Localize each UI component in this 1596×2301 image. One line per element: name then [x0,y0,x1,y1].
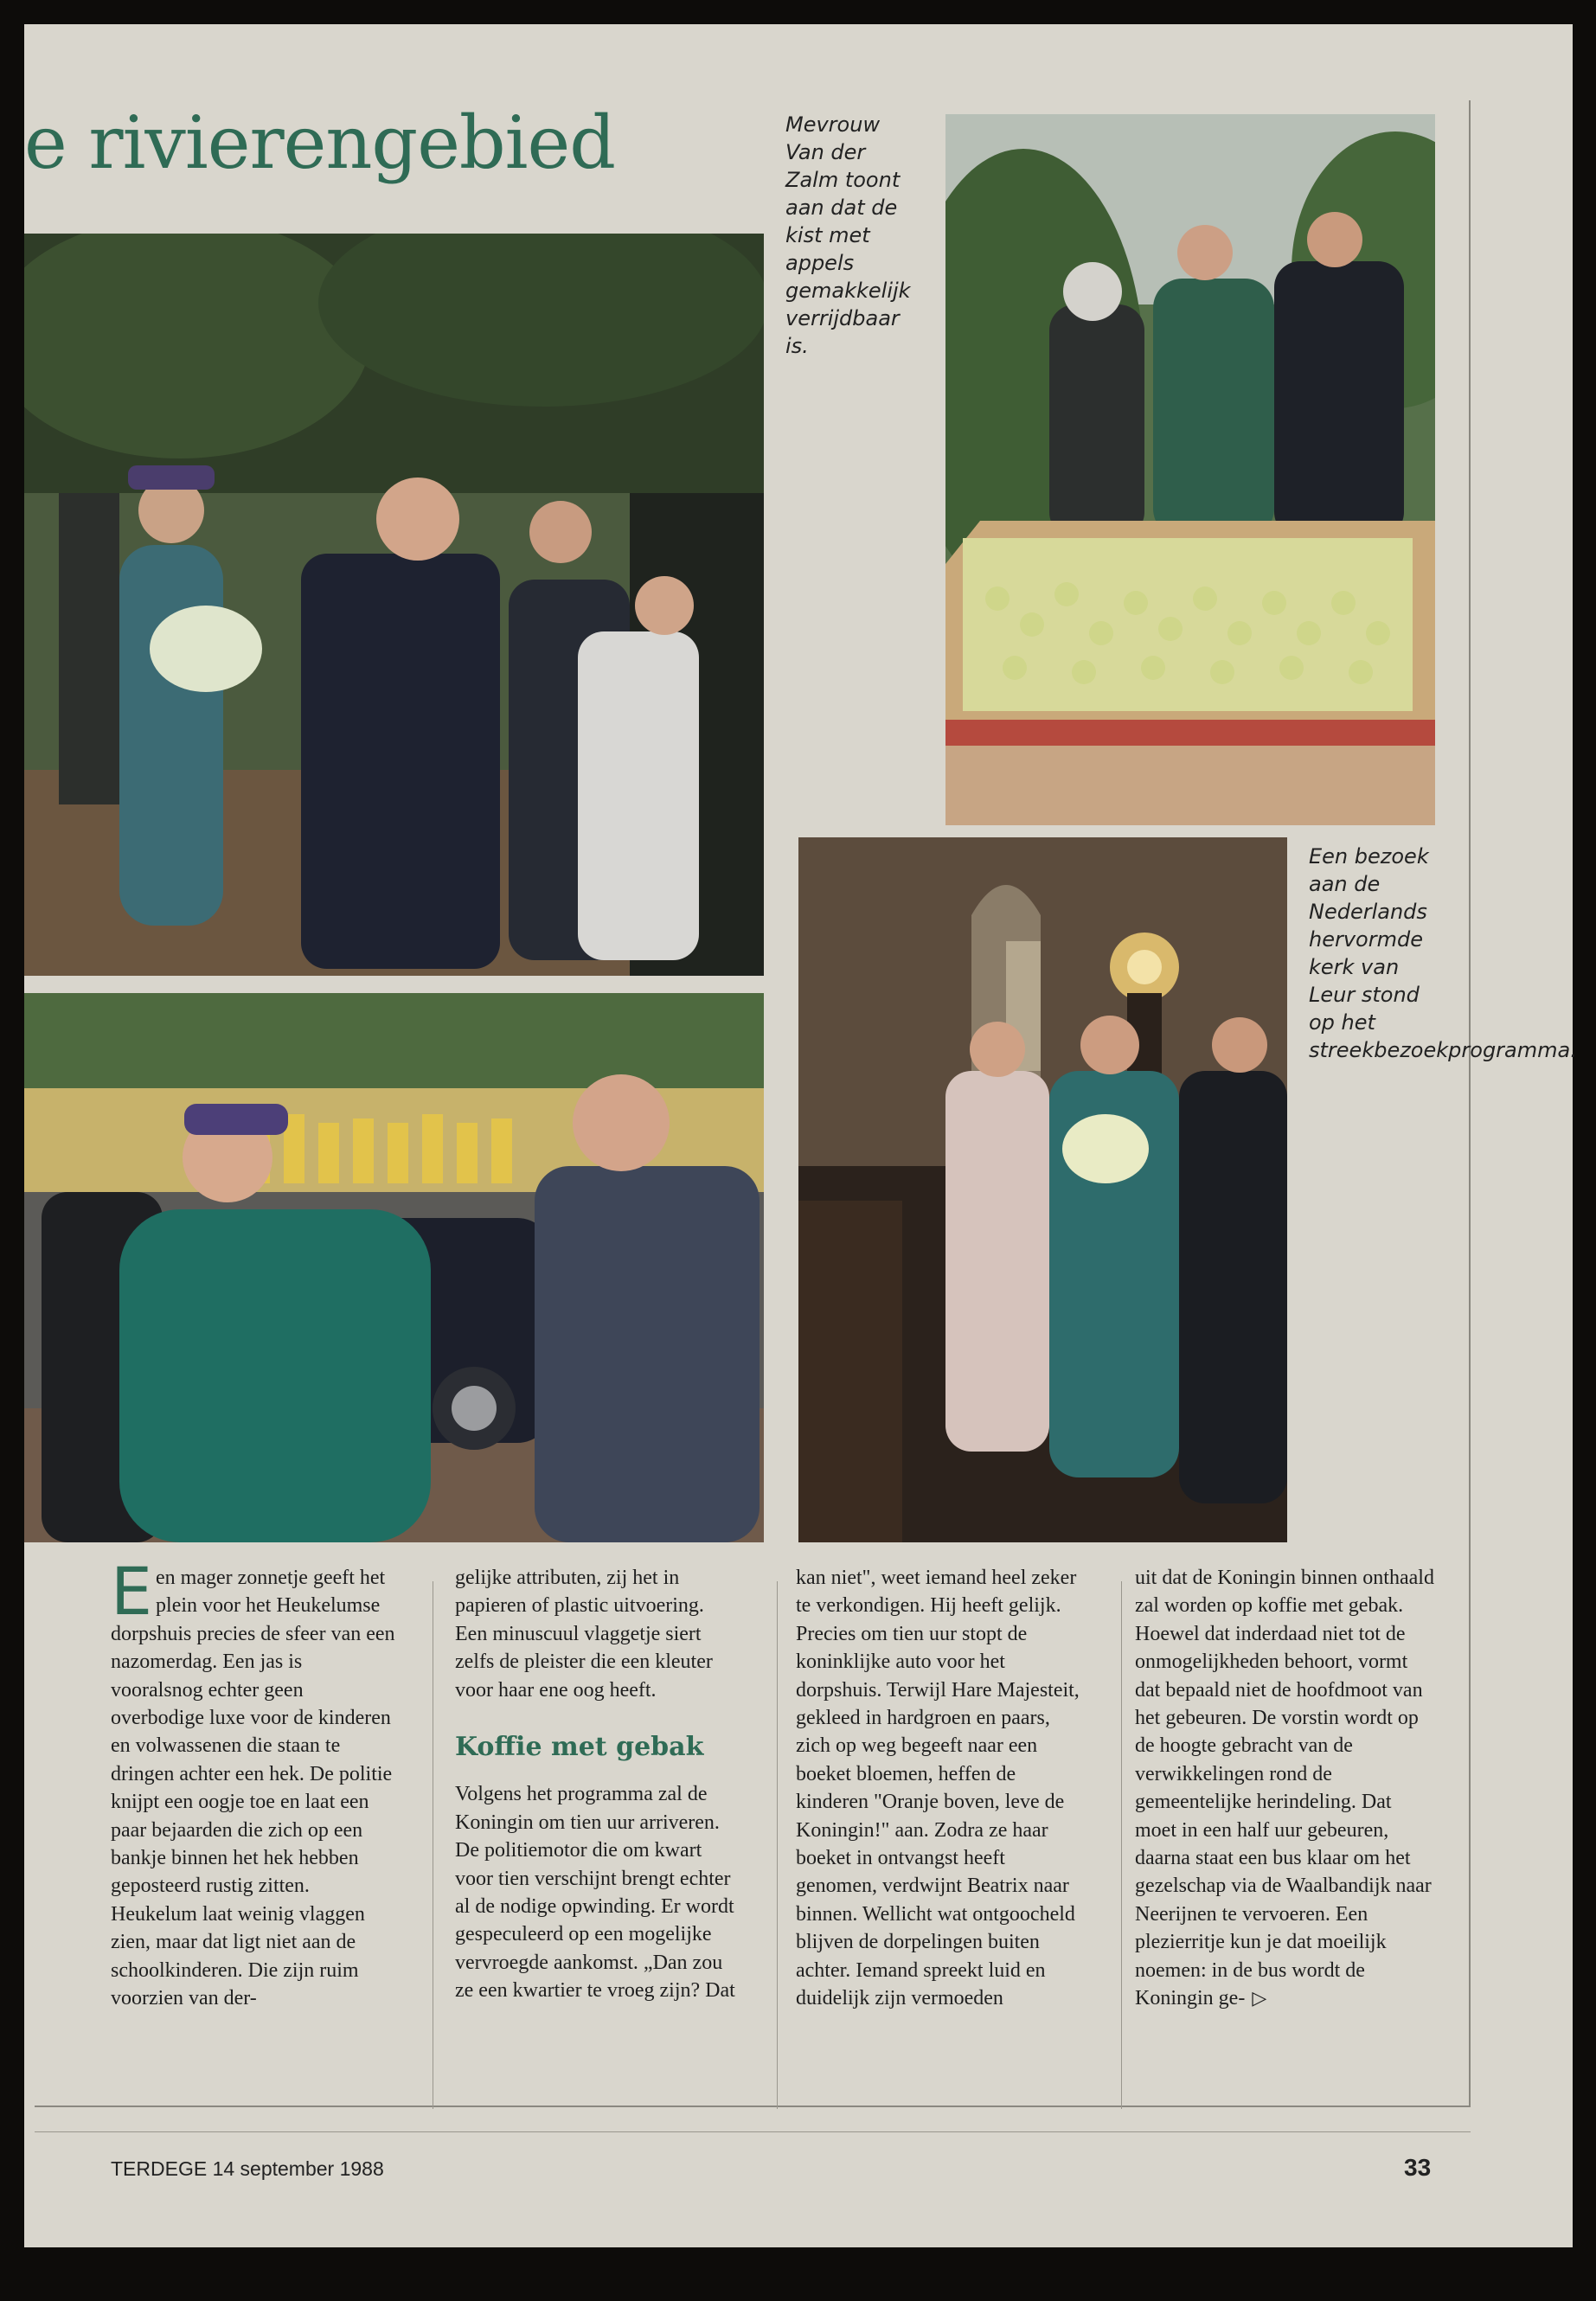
photo-apple-crate [945,114,1435,825]
headline: e rivierengebied [24,100,616,185]
drop-cap: E [111,1553,153,1630]
photo-queen-green-coat [24,993,764,1542]
footer-divider [35,2131,1471,2132]
article-paragraph [111,1553,396,1900]
page-number: 33 [1404,2154,1432,2181]
article-text: uit dat de Koningin binnen onthaald zal worden op koffie met gebak. Hoewel dat inderdaad niet tot de onmogelijkheden behoort, vormt dat bepaald niet de hoofdmoot van het gebeuren. De vorstin wordt op de hoogte gebracht van de verwikkelingen rond de gemeentelijke herindeling. Dat moet in een half uur gebeuren, daarna staat een bus klaar om het gezelschap via de Waalbandijk naar Neerijnen te vervoeren. Een plezierritje kun je dat moeilijk noemen: in de bus wordt de Koningin ge- [1135,1567,1434,2010]
column-divider [1121,1581,1122,2109]
article-text: en mager zonnetje geeft het plein voor het Heukelumse dorpshuis precies de sfeer van een nazomerdag. Een jas is vooralsnog echter geen overbodige luxe voor de kinderen en volwassenen die staan te dringen achter een hek. De politie knijpt een oogje toe en laat een paar bejaarden die zich op een bankje binnen het hek hebben geposteerd rustig zitten. [111,1567,395,1898]
article-column-4 [1135,1564,1438,2014]
column-divider [777,1581,778,2109]
footer-publication: TERDEGE 14 september 1988 [111,2157,384,2180]
photo-mayor-escort [24,234,764,976]
caption-church: Een bezoek aan de Nederlands hervormde kerk van Leur stond op het streekbezoekprogramma. [1309,844,1577,1062]
article-paragraph [1135,1564,1438,2014]
photo-church-visit [798,837,1287,1542]
article-column-1 [111,1553,396,2013]
article-paragraph: gelijke attributen, zij het in papieren of plastic uitvoering. Een minuscuul vlaggetje siert zelfs de pleister die een kleuter voor haar ene oog heeft. [455,1567,713,1702]
article-paragraph: Volgens het programma zal de Koningin om tien uur arriveren. De politiemotor die om kwart voor tien verschijnt brengt echter al de nodige opwinding. Er wordt gespeculeerd op een mogelijke vervroegde aankomst. „Dan zou ze een kwartier te vroeg zijn? Dat [455,1783,735,2003]
caption-apples: Mevrouw Van der Zalm toont aan dat de kist met appels gemakkelijk verrijdbaar is. [785,112,911,358]
article-column-3 [796,1564,1081,2013]
article-paragraph: Heukelum laat weinig vlaggen zien, maar dat ligt niet aan de schoolkinderen. Die zijn ruim voorzien van der- [111,1902,365,2010]
article-column-2 [455,1564,740,2005]
continue-arrow-icon: ▷ [1252,1988,1267,2010]
article-paragraph: kan niet", weet iemand heel zeker te verkondigen. Hij heeft gelijk. [796,1567,1077,1618]
article-paragraph: Precies om tien uur stopt de koninklijke auto voor het dorpshuis. Terwijl Hare Majesteit, gekleed in hardgroen en paars, zich op weg begeeft naar een boeket bloemen, heffen de kinderen "Oranje boven, leve de Koningin!" aan. Zodra ze haar boeket in ontvangst heeft genomen, verdwijnt Beatrix naar binnen. Wellicht wat ontgoocheld blijven de dorpelingen buiten achter. Iemand spreekt luid en duidelijk zijn vermoeden [796,1622,1080,2010]
subheading: Koffie met gebak [455,1732,704,1763]
magazine-page [24,24,1577,2247]
